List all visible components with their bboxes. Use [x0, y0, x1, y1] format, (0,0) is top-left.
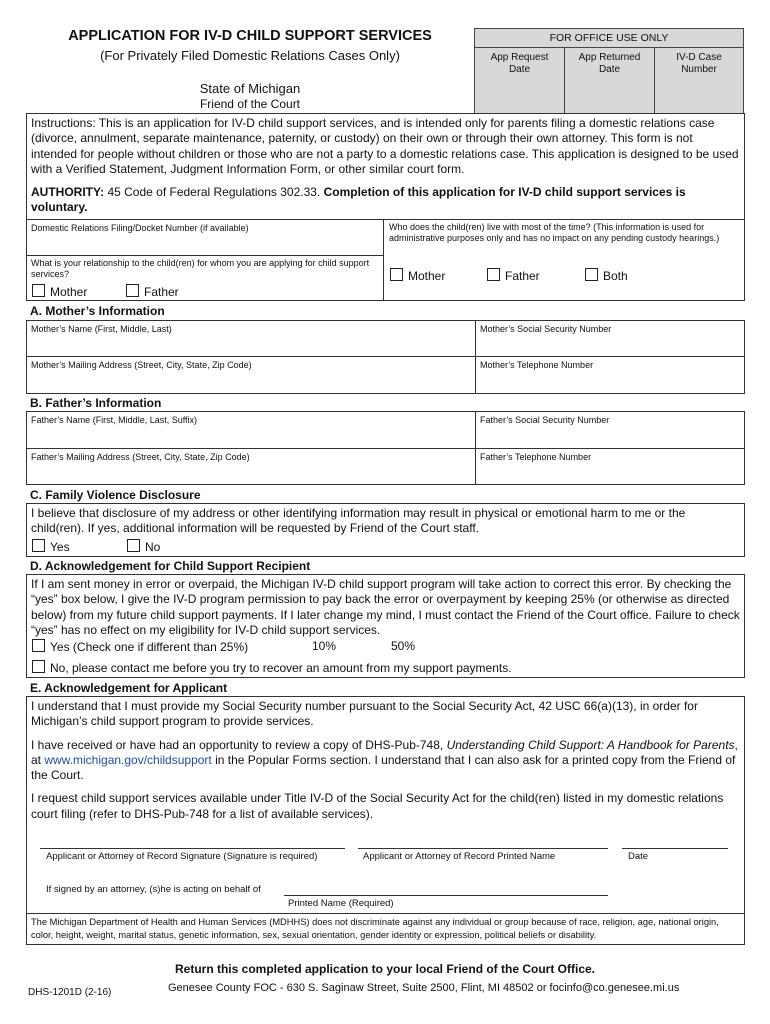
attorney-behalf-label: If signed by an attorney, (s)he is acting on behalf of: [46, 884, 261, 895]
relationship-mother-checkbox[interactable]: Mother: [32, 284, 87, 299]
nondiscrimination-box: The Michigan Department of Health and Human Services (MDHHS) does not discriminate against any individual or group because of race, religion, age, national origin, color, height, weight, marital status, genetic information, sex, sexual orientation, gender identity or expression, political beliefs or disability.: [26, 913, 745, 945]
recipient-ack-box: If I am sent money in error or overpaid, the Michigan IV-D child support program will take action to correct this error. By checking the “yes” box below, I give the IV-D program permission to pay back the error or overpayment by keeping 25% (or otherwise as directed below) from my future child support payments. If I later change my mind, I must contact the Friend of the Court office. Failure to check “yes” has no effect on my eligibility for IV-D child support services.: [26, 574, 745, 678]
violence-yes-checkbox[interactable]: Yes: [32, 539, 70, 554]
ack-handbook-text: I have received or have had an opportunity to review a copy of DHS-Pub-748, Understanding Child Support: A Handbook for Parents, at www.michigan.gov/childsupport in the Popular Forms section. I understand that I can also ask for a printed copy from the Friend of the Court.: [31, 737, 738, 783]
state-name: State of Michigan: [199, 81, 301, 96]
instructions-box: [26, 113, 745, 220]
agency-name: Friend of the Court: [199, 97, 301, 111]
overpay-yes-checkbox[interactable]: Yes (Check one if different than 25%): [32, 639, 248, 654]
violence-no-checkbox[interactable]: No: [127, 539, 160, 554]
mother-ssn-field[interactable]: Mother’s Social Security Number: [475, 320, 745, 357]
section-b-title: B. Father’s Information: [30, 396, 162, 410]
form-subtitle: (For Privately Filed Domestic Relations Cases Only): [100, 48, 400, 63]
office-use-header: FOR OFFICE USE ONLY: [475, 29, 743, 48]
section-d-title: D. Acknowledgement for Child Support Recipient: [30, 559, 311, 573]
lives-with-both-checkbox[interactable]: Both: [585, 268, 628, 283]
section-a-title: A. Mother’s Information: [30, 304, 165, 318]
lives-with-mother-checkbox[interactable]: Mother: [390, 268, 445, 283]
father-name-field[interactable]: Father’s Name (First, Middle, Last, Suffix): [26, 411, 476, 449]
mother-address-field[interactable]: Mother’s Mailing Address (Street, City, State, Zip Code): [26, 356, 476, 394]
lives-with-field: Who does the child(ren) live with most of the time? (This information is used for administrative purposes only and has no impact on any pending custody hearings.): [383, 219, 745, 301]
overpay-50-option[interactable]: 50%: [391, 639, 416, 653]
overpay-10-option[interactable]: 10%: [312, 639, 337, 653]
docket-number-field[interactable]: Domestic Relations Filing/Docket Number (if available): [26, 219, 384, 256]
ack-request-text: I request child support services available under Title IV-D of the Social Security Act for the child(ren) listed in my domestic relations court filing (refer to DHS-Pub-748 for a list of available services).: [31, 791, 724, 821]
printed-name-field[interactable]: Applicant or Attorney of Record Printed Name: [363, 851, 556, 862]
mother-name-field[interactable]: Mother’s Name (First, Middle, Last): [26, 320, 476, 357]
childsupport-link[interactable]: www.michigan.gov/childsupport: [44, 752, 212, 767]
father-ssn-field[interactable]: Father’s Social Security Number: [475, 411, 745, 449]
date-field[interactable]: Date: [628, 851, 649, 862]
family-violence-box: I believe that disclosure of my address or other identifying information may result in physical or emotional harm to me or the child(ren). If yes, additional information will be requested by Friend of the Court staff.: [26, 503, 745, 557]
father-address-field[interactable]: Father’s Mailing Address (Street, City, State, Zip Code): [26, 448, 476, 485]
ivd-case-number-field: IV-D Case Number: [676, 52, 722, 75]
authority-text: AUTHORITY: 45 Code of Federal Regulations 302.33. Completion of this application for IV-D child support services is voluntary.: [31, 185, 686, 215]
section-c-title: C. Family Violence Disclosure: [30, 488, 201, 502]
lives-with-father-checkbox[interactable]: Father: [487, 268, 540, 283]
form-id: DHS-1201D (2-16): [28, 987, 112, 998]
foc-address: Genesee County FOC - 630 S. Saginaw Street, Suite 2500, Flint, MI 48502 or focinfo@co.genesee.mi.us: [168, 982, 680, 994]
father-phone-field[interactable]: Father’s Telephone Number: [475, 448, 745, 485]
section-e-title: E. Acknowledgement for Applicant: [30, 681, 228, 695]
mother-phone-field[interactable]: Mother’s Telephone Number: [475, 356, 745, 394]
applicant-ack-box: [26, 696, 745, 914]
app-returned-date-field: App Returned Date: [565, 47, 655, 114]
behalf-printed-name-field[interactable]: Printed Name (Required): [288, 898, 394, 909]
signature-field[interactable]: Applicant or Attorney of Record Signature (Signature is required): [46, 851, 318, 862]
ack-ssn-text: I understand that I must provide my Social Security number pursuant to the Social Security Act, 42 USC 66(a)(13), in order for Michigan’s child support program to provide services.: [31, 699, 698, 729]
app-request-date-field: App Request Date: [475, 47, 565, 114]
return-instruction: Return this completed application to your local Friend of the Court Office.: [174, 962, 596, 976]
relationship-father-checkbox[interactable]: Father: [126, 284, 179, 299]
instructions-text: Instructions: This is an application for IV-D child support services, and is intended only for parents filing a domestic relations case (divorce, annulment, separate maintenance, paternity, or custody) on their own or through their own attorney. This form is not intended for people without children or those who are not a party to a domestic relations case. This application is designed to be used with a Verified Statement, Judgment Information Form, or other similar court form.: [31, 116, 739, 176]
overpay-no-checkbox[interactable]: No, please contact me before you try to recover an amount from my support payments.: [32, 660, 512, 675]
relationship-field: What is your relationship to the child(ren) for whom you are applying for child support services?: [26, 255, 384, 301]
form-title: APPLICATION FOR IV-D CHILD SUPPORT SERVICES: [68, 28, 432, 44]
office-use-box: [474, 28, 744, 114]
